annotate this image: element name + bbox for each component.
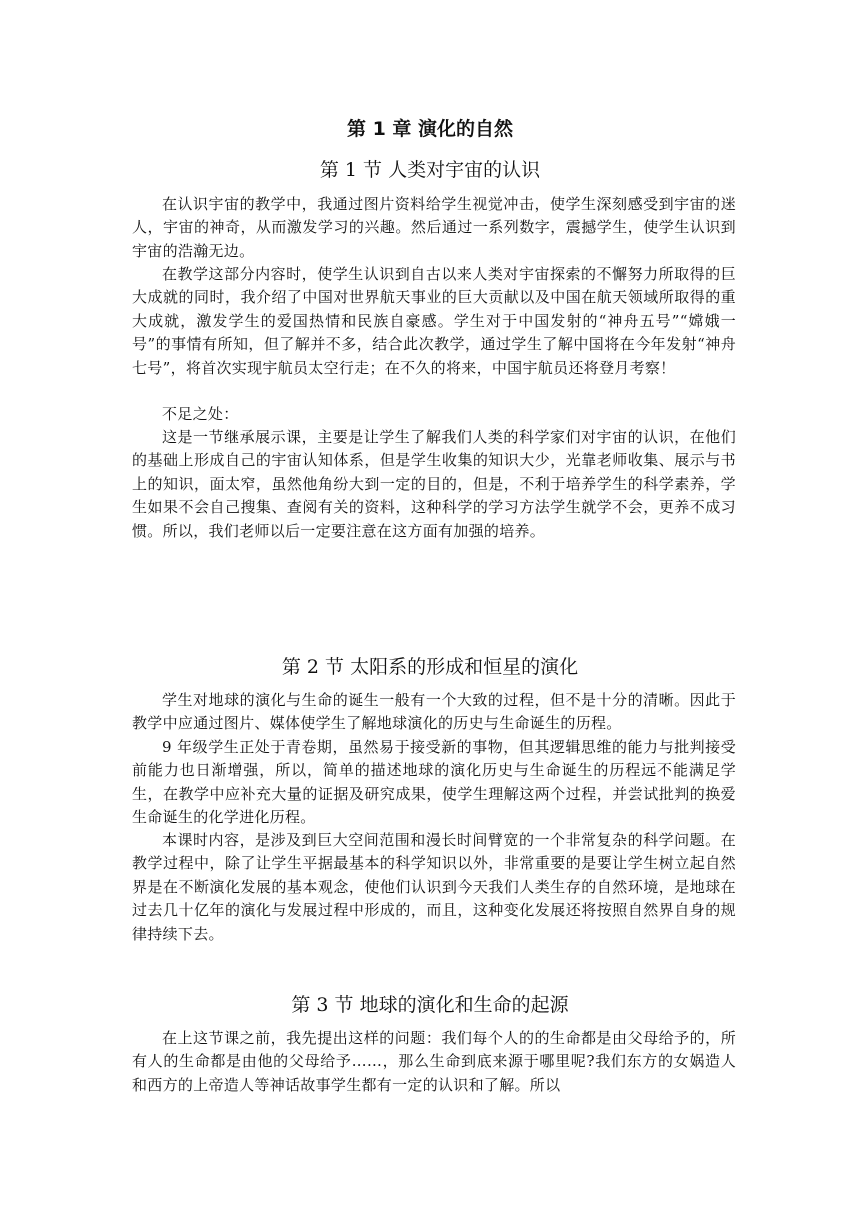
section-3-paragraph-1: 在上这节课之前，我先提出这样的问题：我们每个人的的生命都是由父母给予的，所有人的生命都是由他的父母给予……，那么生命到底来源于哪里呢?我们东方的女娲造人和西方的上帝造人等神话故事学生都有一定的认识和了解。所以 bbox=[132, 1029, 736, 1094]
section-1-paragraph-4: 这是一节继承展示课，主要是让学生了解我们人类的科学家们对宇宙的认识，在他们的基础上形成自己的宇宙认知体系，但是学生收集的知识大少，光靠老师收集、展示与书上的知识，面太窄，虽然他角纷大到一定的目的，但是，不利于培养学生的科学素养，学生如果不会自己搜集、查阅有关的资料，这种科学的学习方法学生就学不会，更养不成习惯。所以，我们老师以后一定要注意在这方面有加强的培养。 bbox=[132, 428, 736, 540]
section-1-paragraph-1: 在认识宇宙的教学中，我通过图片资料给学生视觉冲击，使学生深刻感受到宇宙的迷人，宇宙的神奇，从而激发学习的兴趣。然后通过一系列数字，震撼学生，使学生认识到宇宙的浩瀚无边。 bbox=[132, 195, 736, 260]
chapter-title: 第 1 章 演化的自然 bbox=[346, 118, 514, 140]
section-1-paragraph-3: 不足之处： bbox=[162, 405, 239, 423]
section-2-title: 第 2 节 太阳系的形成和恒星的演化 bbox=[281, 656, 579, 678]
section-1-paragraph-2: 在教学这部分内容时，使学生认识到自古以来人类对宇宙探索的不懈努力所取得的巨大成就的同时，我介绍了中国对世界航天事业的巨大贡献以及中国在航天领域所取得的重大成就，激发学生的爱国热情和民族自豪感。学生对于中国发射的“神舟五号”“嫦娥一号”的事情有所知，但了解并不多，结合此次教学，通过学生了解中国将在今年发射“神舟七号”，将首次实现宇航员太空行走；在不久的将来，中国宇航员还将登月考察！ bbox=[132, 265, 736, 377]
section-1-title: 第 1 节 人类对宇宙的认识 bbox=[319, 159, 541, 181]
section-2-paragraph-1: 学生对地球的演化与生命的诞生一般有一个大致的过程，但不是十分的清晰。因此于教学中应通过图片、媒体使学生了解地球演化的历史与生命诞生的历程。 bbox=[132, 691, 736, 733]
section-2-paragraph-2: 9 年级学生正处于青卷期，虽然易于接受新的事物，但其逻辑思维的能力与批判接受前能力也日渐增强，所以，简单的描述地球的演化历史与生命诞生的历程远不能满足学生，在教学中应补充大量的证据及研究成果，使学生理解这两个过程，并尝试批判的换爱生命诞生的化学进化历程。 bbox=[132, 738, 736, 827]
section-2-paragraph-3: 本课时内容，是涉及到巨大空间范围和漫长时间臂宽的一个非常复杂的科学问题。在教学过程中，除了让学生平据最基本的科学知识以外，非常重要的是要让学生树立起自然界是在不断演化发展的基本观念，使他们认识到今天我们人类生存的自然环境，是地球在过去几十亿年的演化与发展过程中形成的，而且，这种变化发展还将按照自然界自身的规律持续下去。 bbox=[132, 831, 736, 943]
section-3-title: 第 3 节 地球的演化和生命的起源 bbox=[291, 994, 569, 1016]
